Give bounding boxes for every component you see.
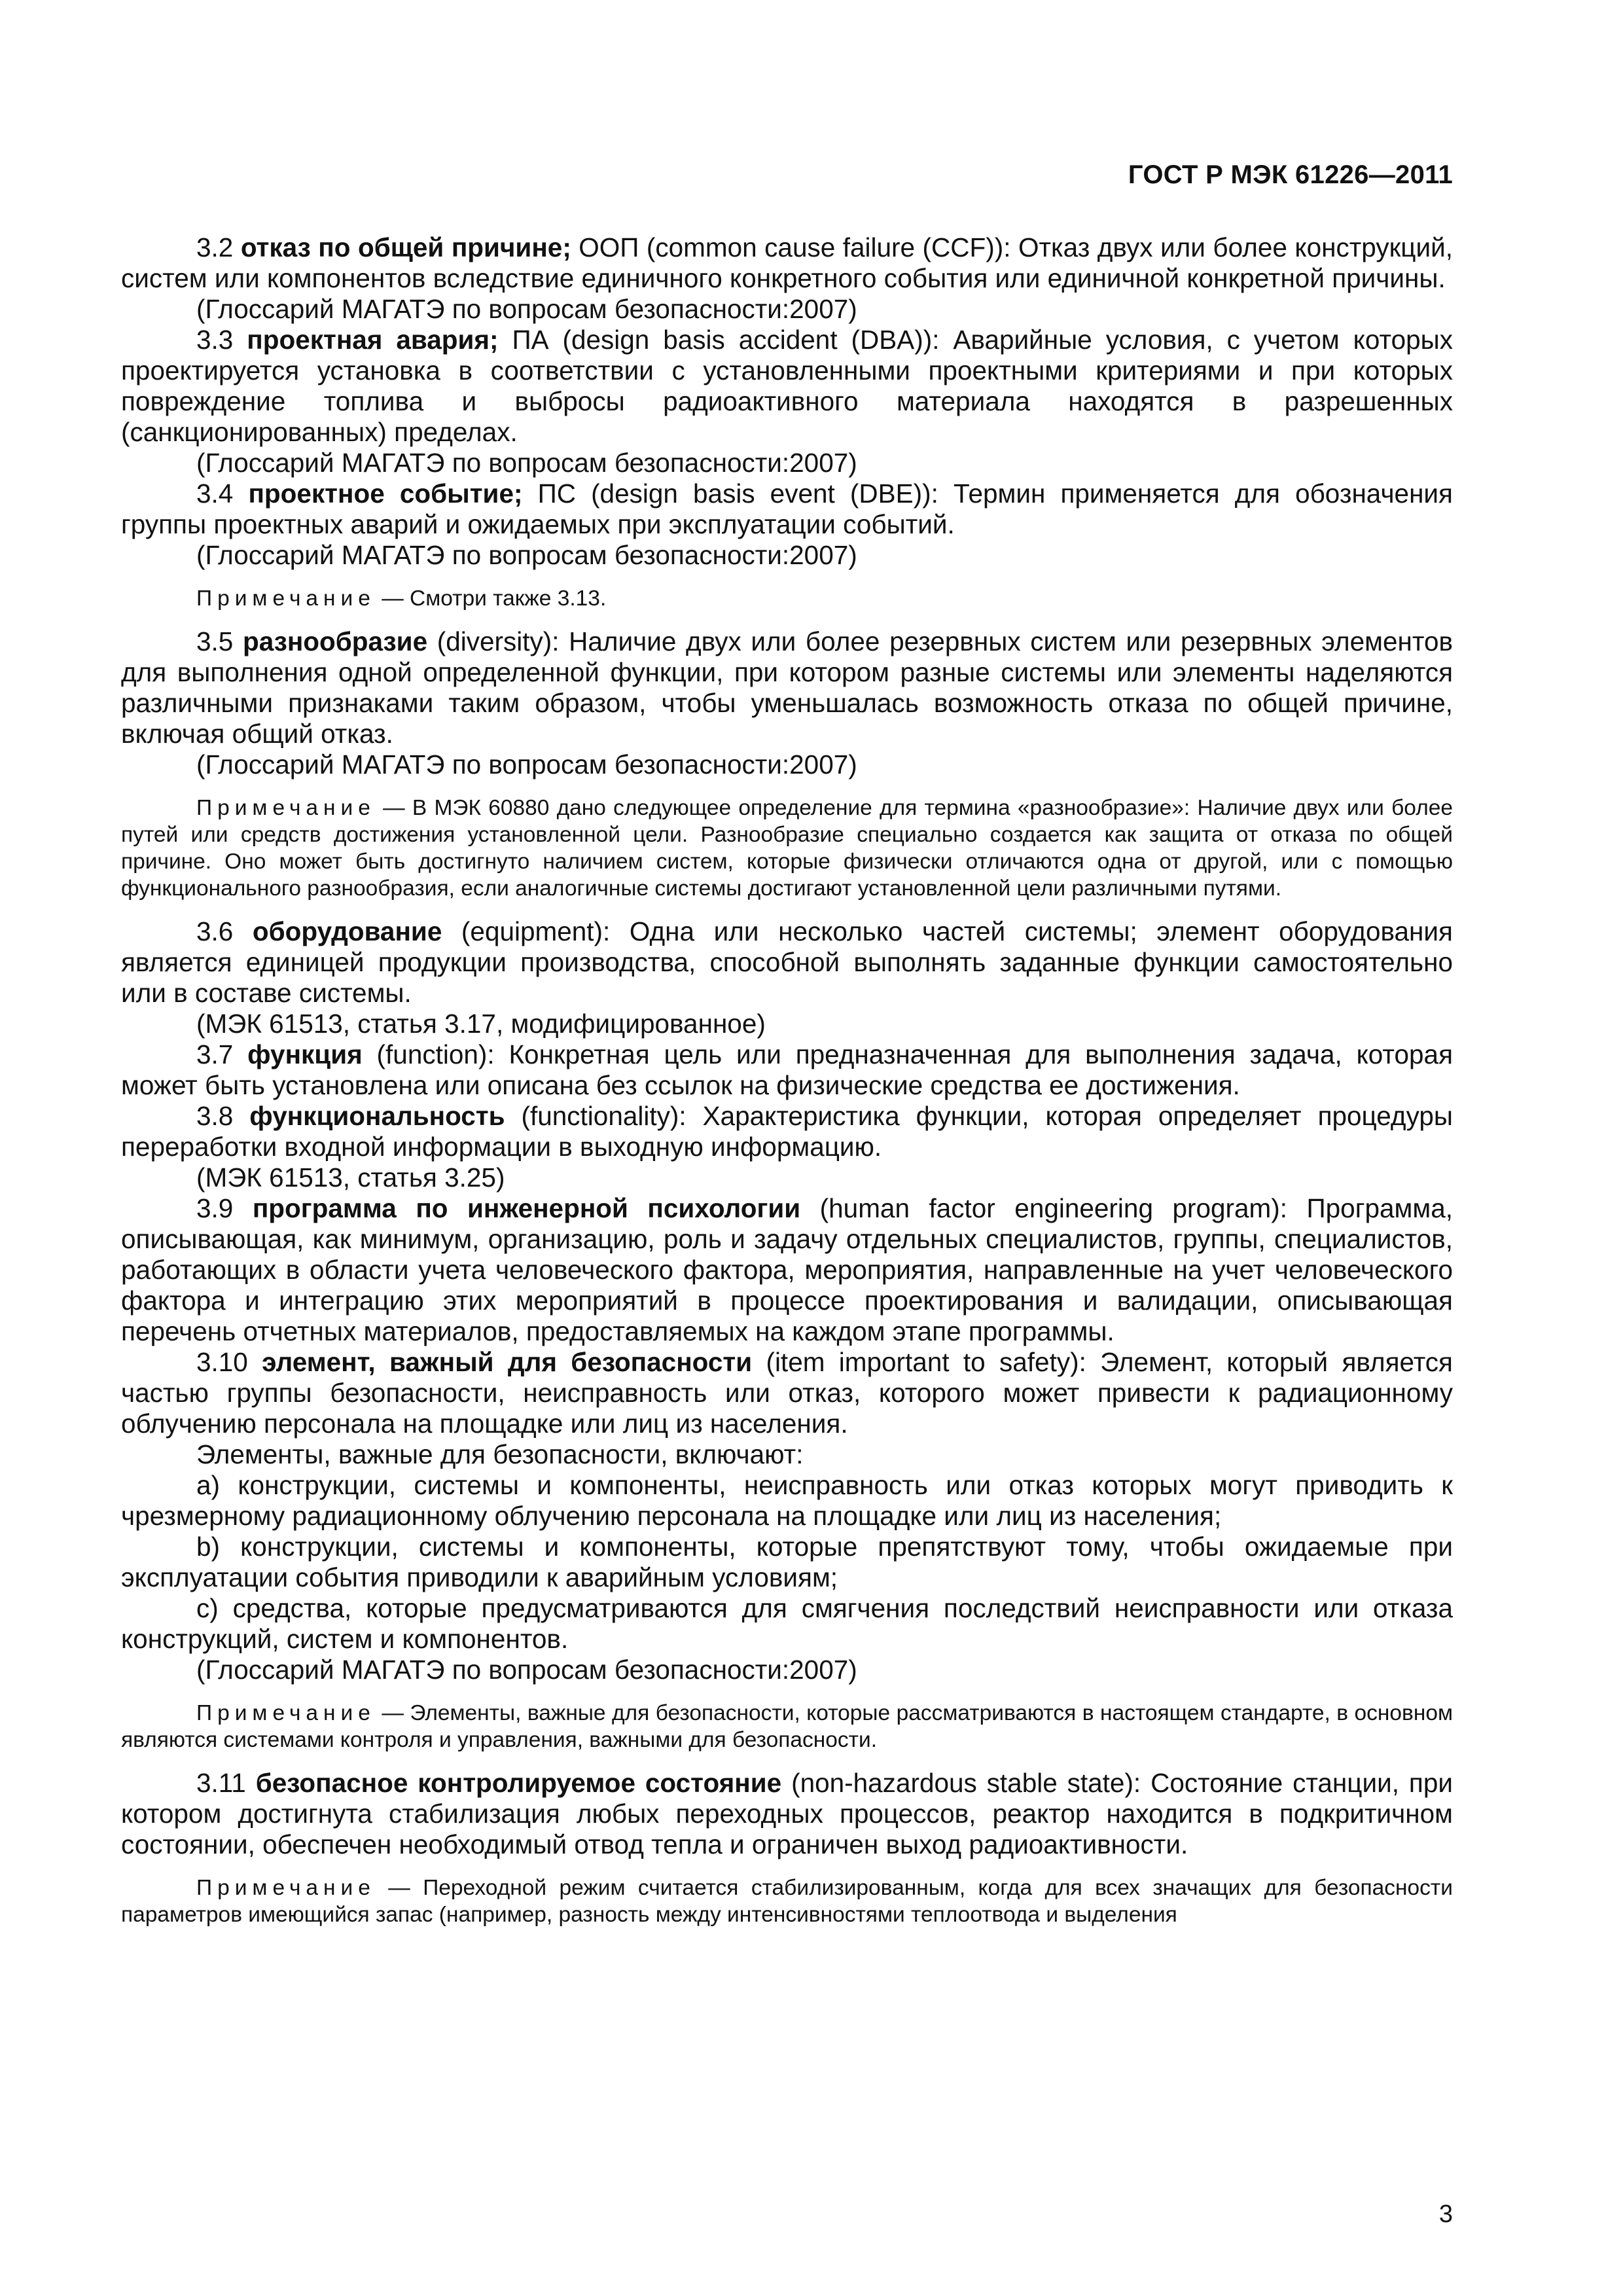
term-number: 3.4 [196, 478, 234, 509]
note-label: Примечание [196, 586, 376, 611]
note [121, 795, 1453, 902]
term-name: проектная авария; [247, 325, 499, 355]
term-definition: (function): Конкретная цель или предназначенная для выполнения задача, которая может быть установлена или описана без ссылок на физические средства ее достижения. [121, 1039, 1453, 1100]
note-text: — Элементы, важные для безопасности, которые рассматриваются в настоящем стандарте, в основном являются системами контроля и управления, важными для безопасности. [121, 1701, 1453, 1752]
document-code-header: ГОСТ Р МЭК 61226—2011 [1128, 160, 1453, 189]
note [121, 585, 1453, 612]
note-text: — В МЭК 60880 дано следующее определение для термина «разнообразие»: Наличие двух или более путей или средств достижения установленной цели. Разнообразие специально создается как защита от отказа по общей причине. Оно может быть достигнуто наличием систем, которые физически отличаются одна от другой, или с помощью функционального разнообразия, если аналогичные системы достигают установленной цели различными путями. [121, 796, 1453, 901]
term-3-9 [121, 1193, 1453, 1347]
term-definition: (item important to safety): Элемент, который является частью группы безопасности, неисправность или отказ, которого может привести к радиационному облучению персонала на площадке или лиц из населения. [121, 1347, 1453, 1439]
term-number: 3.2 [196, 232, 234, 262]
term-number: 3.7 [196, 1039, 234, 1069]
term-source: (Глоссарий МАГАТЭ по вопросам безопасности:2007) [196, 1655, 857, 1685]
list-item-b: b) конструкции, системы и компоненты, которые препятствуют тому, чтобы ожидаемые при эксплуатации события приводили к аварийным условиям; [121, 1532, 1453, 1592]
term-source: (МЭК 61513, статья 3.17, модифицированное) [196, 1009, 766, 1039]
term-name: функциональность [249, 1101, 505, 1131]
term-name: оборудование [252, 916, 442, 946]
document-body [121, 232, 1453, 1943]
term-number: 3.3 [196, 325, 234, 355]
term-source: (МЭК 61513, статья 3.25) [196, 1162, 505, 1193]
term-3-2 [121, 232, 1453, 294]
note-label: Примечание [196, 1876, 376, 1900]
note-text: — Смотри также 3.13. [375, 586, 607, 611]
term-number: 3.11 [196, 1768, 246, 1798]
note [121, 1874, 1453, 1928]
term-3-3 [121, 325, 1453, 448]
term-definition: (non-hazardous stable state): Состояние станции, при котором достигнута стабилизация любых переходных процессов, реактор находится в подкритичном состоянии, обеспечен необходимый отвод тепла и ограничен выход радиоактивности. [121, 1768, 1453, 1859]
note-text: — Переходной режим считается стабилизированным, когда для всех значащих для безопасности параметров имеющийся запас (например, разность между интенсивностями теплоотвода и выделения [121, 1876, 1453, 1927]
term-definition: ООП (common cause failure (CCF)): Отказ двух или более конструкций, систем или компонентов вследствие единичного конкретного события или единичной конкретной причины. [121, 232, 1453, 293]
term-definition: ПА (design basis accident (DBA)): Аварийные условия, с учетом которых проектируется установка в соответствии с установленными проектными критериями и при которых повреждение топлива и выбросы радиоактивного материала находятся в разрешенных (санкционированных) пределах. [121, 325, 1453, 447]
term-name: функция [247, 1039, 363, 1069]
term-3-6 [121, 916, 1453, 1009]
list-intro: Элементы, важные для безопасности, включают: [196, 1439, 804, 1469]
term-definition: (human factor engineering program): Программа, описывающая, как минимум, организацию, роль и задачу отдельных специалистов, группы, специалистов, работающих в области учета человеческого фактора, мероприятия, направленные на учет человеческого фактора и интеграцию этих мероприятий в процессе проектирования и валидации, описывающая перечень отчетных материалов, предоставляемых на каждом этапе программы. [121, 1193, 1453, 1346]
note-label: Примечание [196, 1701, 376, 1725]
term-3-10 [121, 1347, 1453, 1439]
term-number: 3.6 [196, 916, 234, 946]
term-definition: (equipment): Одна или несколько частей системы; элемент оборудования является единицей продукции производства, способной выполнять заданные функции самостоятельно или в составе системы. [121, 916, 1453, 1008]
term-definition: ПС (design basis event (DBE)): Термин применяется для обозначения группы проектных аварий и ожидаемых при эксплуатации событий. [121, 478, 1453, 539]
term-3-5 [121, 626, 1453, 749]
term-number: 3.8 [196, 1101, 234, 1131]
term-3-4 [121, 478, 1453, 540]
term-3-11 [121, 1768, 1453, 1860]
term-source: (Глоссарий МАГАТЭ по вопросам безопасности:2007) [196, 448, 857, 478]
term-source: (Глоссарий МАГАТЭ по вопросам безопасности:2007) [196, 749, 857, 780]
term-name: безопасное контролируемое состояние [255, 1768, 782, 1798]
term-name: отказ по общей причине; [240, 232, 571, 262]
list-item-a: a) конструкции, системы и компоненты, неисправность или отказ которых могут приводить к чрезмерному радиационному облучению персонала на площадке или лиц из населения; [121, 1470, 1453, 1531]
note [121, 1700, 1453, 1753]
term-name: разнообразие [242, 626, 428, 656]
term-3-8 [121, 1101, 1453, 1162]
term-number: 3.9 [196, 1193, 234, 1223]
term-name: проектное событие; [248, 478, 523, 509]
term-number: 3.10 [196, 1347, 248, 1377]
page-number: 3 [1438, 2200, 1453, 2228]
term-number: 3.5 [196, 626, 234, 656]
term-3-7 [121, 1039, 1453, 1101]
term-source: (Глоссарий МАГАТЭ по вопросам безопасности:2007) [196, 540, 857, 570]
term-definition: (diversity): Наличие двух или более резервных систем или резервных элементов для выполнения одной определенной функции, при котором разные системы или элементы наделяются различными признаками таким образом, чтобы уменьшалась возможность отказа по общей причине, включая общий отказ. [121, 626, 1453, 749]
note-label: Примечание [196, 796, 376, 820]
term-source: (Глоссарий МАГАТЭ по вопросам безопасности:2007) [196, 294, 857, 324]
term-definition: (functionality): Характеристика функции, которая определяет процедуры переработки входной информации в выходную информацию. [121, 1101, 1453, 1162]
list-item-c: c) средства, которые предусматриваются для смягчения последствий неисправности или отказа конструкций, систем и компонентов. [121, 1593, 1453, 1654]
term-name: программа по инженерной психологии [252, 1193, 801, 1223]
term-name: элемент, важный для безопасности [262, 1347, 753, 1377]
